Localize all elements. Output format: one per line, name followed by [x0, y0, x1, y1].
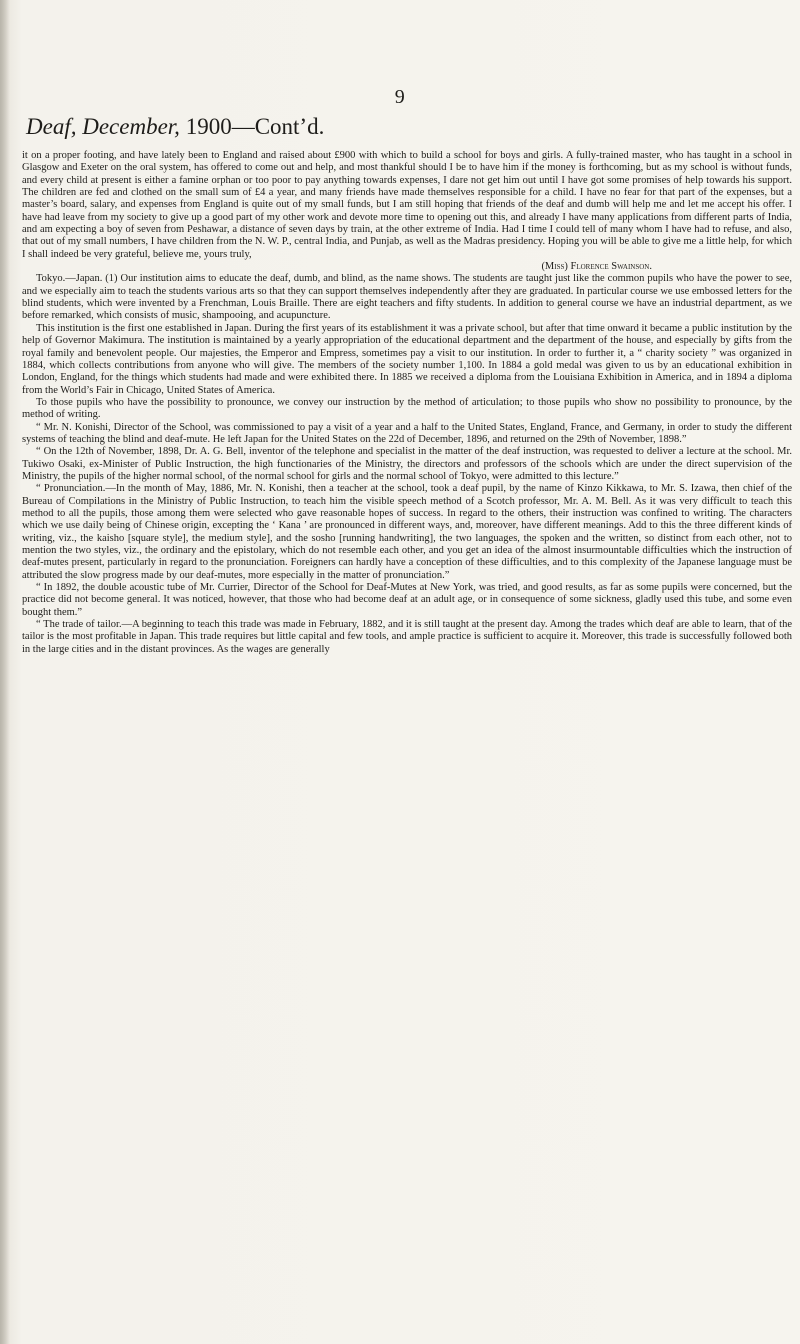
paragraph-pronunciation: “ Pronunciation.—In the month of May, 1886, Mr. N. Konishi, then a teacher at the school, took a deaf pupil, by the name of Kinzo Kikkawa, to Mr. S. Izawa, then chief of the Bureau of Compilations in the Ministry of Public Instruction, to teach him the visible speech method of a Scotch professor, Mr. A. M. Bell. As it was very difficult to teach this method to all the pupils, those among them were selected who gave reasonable hopes of success. In regard to the others, their instruction was confined to writing. The characters which we use daily being of Chinese origin, excepting the ‘ Kana ’ are pronounced in different ways, and, moreover, have different meanings. Add to this the three different kinds of writing, viz., the kaisho [square style], the medium style], and the sosho [running handwriting], the two languages, the spoken and the written, so distinct from each other, not to mention the two styles, viz., the ordinary and the epistolary, which do not resemble each other, and you get an idea of the almost insurmountable difficulties which the instruction of deaf-mutes present, particularly in regard to the pronunciation. Foreigners can hardly have a conception of these difficulties, and to this complexity of the Japanese language must be attributed the slow progress made by our deaf-mutes, more especially in the matter of pronunciation.”	[22, 483, 792, 581]
heading-prefix: Deaf,	[26, 114, 77, 139]
paragraph-konishi-visit: “ Mr. N. Konishi, Director of the School, was commissioned to pay a visit of a year and a half to the United States, England, France, and Germany, in order to study the different systems of teaching the blind and deaf-mute. He left Japan for the United States on the 22d of December, 1896, and returned on the 29th of November, 1898.”	[22, 421, 792, 445]
paragraph-india-school: it on a proper footing, and have lately been to England and raised about £900 with which to build a school for boys and girls. A fully-trained master, who has taught in a school in Glasgow and Exeter on the oral system, has offered to come out and help, and most thankful should I be to have him if the money is forthcoming, but as my school is without funds, and every child at present is either a famine orphan or too poor to pay anything towards expenses, I dare not get him out until I have got some promises of help towards his support. The children are fed and clothed on the small sum of £4 a year, and many friends have made themselves responsible for a child. I have no fear for that part of the expenses, but a master’s board, salary, and expenses from England is quite out of my small funds, but I am still hoping that friends of the deaf and dumb will help me and let me accept his offer. I have had leave from my society to give up a good part of my other work and devote more time to opening out this, and already I have many applications from different parts of India, and am expecting a boy of seven from Peshawar, a distance of seven days by train, at the other extreme of India. Had I time I could tell of many whom I have had to refuse, and also, that out of my small numbers, I have children from the N. W. P., central India, and Punjab, as well as the Madras presidency. Hoping you will be able to give me a little help, for which I shall indeed be very grateful, believe me, yours truly,	[22, 150, 792, 260]
heading-month: December,	[82, 114, 180, 139]
page-number: 9	[394, 86, 406, 108]
binding-shadow	[0, 0, 10, 1344]
paragraph-acoustic-tube: “ In 1892, the double acoustic tube of Mr. Currier, Director of the School for Deaf-Mutes at New York, was tried, and good results, as far as some pupils were concerned, but the practice did not become general. It was noticed, however, that those who had become deaf at an adult age, or in consequence of some sickness, gladly used this tube, and some even bought them.”	[22, 582, 792, 618]
paragraph-tailor-trade: “ The trade of tailor.—A beginning to teach this trade was made in February, 1882, and it is still taught at the present day. Among the trades which deaf are able to learn, that of the tailor is the most profitable in Japan. This trade requires but little capital and few tools, and ample practice is sufficient to acquire it. Moreover, this trade is successfully followed both in the large cities and in the distant provinces. As the wages are generally	[22, 619, 792, 655]
page-heading	[26, 114, 324, 140]
heading-rest: 1900—Cont’d.	[185, 114, 325, 139]
paragraph-bell-lecture: “ On the 12th of November, 1898, Dr. A. G. Bell, inventor of the telephone and specialist in the matter of the deaf instruction, was requested to deliver a lecture at the school. Mr. Tukiwo Osaki, ex-Minister of Public Instruction, the high functionaries of the Ministry, the directors and professors of the schools which are under the direct supervision of the Ministry, the pupils of the higher normal school, of the normal school for girls and the normal school of Tokyo, were admitted to this lecture.”	[22, 446, 792, 482]
letter-signature: (Miss) Florence Swainson.	[541, 261, 652, 273]
paragraph-instruction-method: To those pupils who have the possibility to pronounce, we convey our instruction by the method of articulation; to those pupils who show no possibility to pronounce, by the method of writing.	[22, 396, 792, 421]
body-text	[22, 150, 792, 656]
paragraph-institution-history: This institution is the first one established in Japan. During the first years of its establishment it was a private school, but after that time onward it became a public institution by the help of Governor Makimura. The institution is maintained by a yearly appropriation of the educational department and the department of the house, and especially by gifts from the royal family and benevolent people. Our majesties, the Emperor and Empress, sometimes pay a visit to our institution. In order to further it, a “ charity society ” was organized in 1884, which collects contributions from anyone who will give. The members of the society number 1,100. In 1884 a gold medal was given to us by an educational exhibition in London, England, for the things which students had made and were exhibited there. In 1885 we received a diploma from the Louisiana Exhibition in America, and in 1894 a diploma from the World’s Fair in Chicago, United States of America.	[22, 322, 792, 396]
paragraph-tokyo-aims: Tokyo.—Japan. (1) Our institution aims to educate the deaf, dumb, and blind, as the name shows. The students are taught just like the common pupils who have the power to see, and we especially aim to teach the students various arts so that they can support themselves independently after they are graduated. In particular course we use embossed letters for the blind students, which were invented by a Frenchman, Louis Braille. There are eight teachers and fifty students. In addition to general course we have an industrial department, as we before remarked, which consists of music, shampooing, and acupuncture.	[22, 273, 792, 322]
